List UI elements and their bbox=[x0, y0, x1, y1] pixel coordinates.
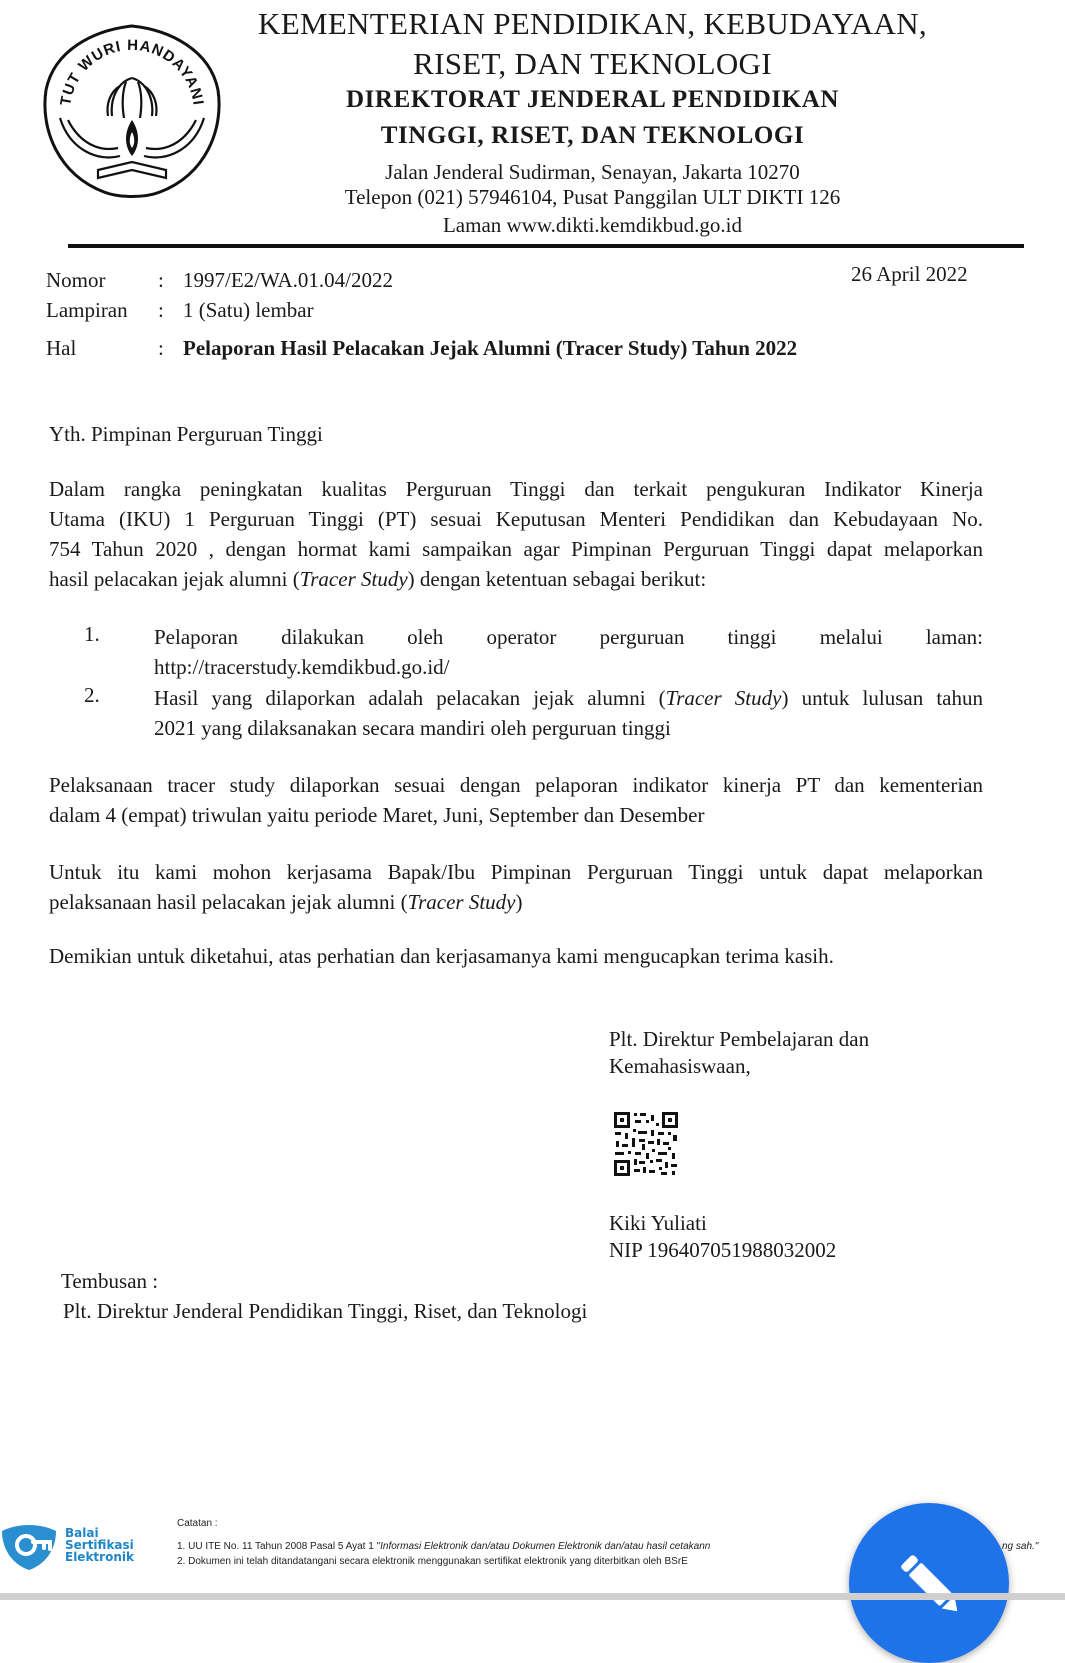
signature-qr-code bbox=[613, 1111, 679, 1177]
footer-note-italic: Informasi Elektronik dan/atau Dokumen Elektronik dan/atau hasil cetakann bbox=[380, 1541, 711, 1552]
tembusan-label: Tembusan : bbox=[61, 1269, 159, 1293]
nomor-label: Nomor bbox=[46, 268, 106, 292]
list-item-italic: Tracer Study bbox=[665, 686, 782, 710]
list-item-1 bbox=[154, 622, 983, 682]
signatory-identity bbox=[609, 1210, 836, 1264]
letterhead-divider bbox=[68, 244, 1024, 248]
footer-note-2: 2. Dokumen ini telah ditandatangani secara elektronik menggunakan sertifikat elektronik yang diterbitkan oleh BSrE bbox=[177, 1556, 688, 1567]
hal-value: Pelaporan Hasil Pelacakan Jejak Alumni (Tracer Study) Tahun 2022 bbox=[183, 336, 798, 360]
tracer-study-url[interactable]: http://tracerstudy.kemdikbud.go.id/ bbox=[154, 655, 450, 679]
ministry-name-line2: RISET, DAN TEKNOLOGI bbox=[413, 46, 772, 81]
paragraph-line: dalam 4 (empat) triwulan yaitu periode Maret, Juni, September dan Desember bbox=[49, 803, 705, 827]
list-number-1: 1. bbox=[84, 622, 100, 646]
logo-motto: TUT WURI HANDAYANI bbox=[57, 36, 207, 107]
lampiran-label: Lampiran bbox=[46, 298, 128, 322]
tembusan-item: Plt. Direktur Jenderal Pendidikan Tinggi, Riset, dan Teknologi bbox=[63, 1299, 588, 1323]
list-number-2: 2. bbox=[84, 683, 100, 707]
directorate-name-line2: TINGGI, RISET, DAN TEKNOLOGI bbox=[380, 122, 805, 149]
bottom-edge-bar bbox=[0, 1593, 1065, 1600]
signatory-name: Kiki Yuliati bbox=[609, 1211, 707, 1235]
nomor-value: 1997/E2/WA.01.04/2022 bbox=[183, 268, 393, 292]
intro-text: ) dengan ketentuan sebagai berikut: bbox=[407, 567, 707, 591]
footer-note-1 bbox=[177, 1541, 710, 1552]
hal-label: Hal bbox=[46, 336, 77, 360]
intro-paragraph bbox=[49, 474, 983, 594]
closing-sentence: Demikian untuk diketahui, atas perhatian dan kerjasamanya kami mengucapkan terima kasih. bbox=[49, 944, 834, 968]
bsre-name-line: Elektronik bbox=[65, 1550, 134, 1564]
qr-code-icon bbox=[613, 1111, 679, 1177]
paragraph-line: Pelaksanaan tracer study dilaporkan sesuai dengan pelaporan indikator kinerja PT dan kementerian bbox=[49, 773, 983, 797]
lampiran-separator: : bbox=[158, 298, 164, 322]
list-item-2 bbox=[154, 683, 983, 743]
footer-note-text: 1. UU ITE No. 11 Tahun 2008 Pasal 5 Ayat 1 " bbox=[177, 1541, 381, 1552]
bsre-name-line: Sertifikasi bbox=[65, 1538, 134, 1552]
signatory-title-line: Plt. Direktur Pembelajaran dan bbox=[609, 1027, 870, 1051]
paragraph-line bbox=[49, 887, 983, 917]
list-item-text: Hasil yang dilaporkan adalah pelacakan jejak alumni ( bbox=[154, 686, 666, 710]
letter-date: 26 April 2022 bbox=[851, 262, 968, 286]
lampiran-value: 1 (Satu) lembar bbox=[183, 298, 314, 322]
edit-fab-button[interactable] bbox=[849, 1503, 1009, 1663]
list-item-text bbox=[154, 683, 983, 713]
footer-note-italic: ng sah." bbox=[1002, 1541, 1039, 1552]
paragraph-text: pelaksanaan hasil pelacakan jejak alumni ( bbox=[49, 890, 408, 914]
intro-line bbox=[49, 564, 983, 594]
phone-line: Telepon (021) 57946104, Pusat Panggilan ULT DIKTI 126 bbox=[344, 185, 841, 209]
bsre-name bbox=[65, 1527, 134, 1563]
bsre-name-line: Balai bbox=[65, 1526, 99, 1540]
catatan-label: Catatan : bbox=[177, 1518, 218, 1529]
signatory-title bbox=[609, 1026, 869, 1080]
nomor-separator: : bbox=[158, 268, 164, 292]
request-paragraph bbox=[49, 857, 983, 917]
pencil-icon bbox=[849, 1503, 1009, 1663]
hal-separator: : bbox=[158, 336, 164, 360]
intro-line: 754 Tahun 2020 , dengan hormat kami sampaikan agar Pimpinan Perguruan Tinggi dapat melaporkan bbox=[49, 537, 983, 561]
list-item-text: 2021 yang dilaksanakan secara mandiri oleh perguruan tinggi bbox=[154, 716, 671, 740]
paragraph-italic: Tracer Study bbox=[407, 890, 516, 914]
bsre-logo bbox=[0, 1521, 60, 1571]
list-item-text: Pelaporan dilakukan oleh operator perguruan tinggi melalui laman: bbox=[154, 625, 983, 649]
intro-line: Dalam rangka peningkatan kualitas Perguruan Tinggi dan terkait pengukuran Indikator Kinerja bbox=[49, 477, 983, 501]
list-item-text: ) untuk lulusan tahun bbox=[781, 686, 983, 710]
reporting-paragraph bbox=[49, 770, 983, 830]
website-line: Laman www.dikti.kemdikbud.go.id bbox=[442, 213, 742, 237]
paragraph-line: Untuk itu kami mohon kerjasama Bapak/Ibu Pimpinan Perguruan Tinggi untuk dapat melaporkan bbox=[49, 860, 983, 884]
ministry-name-line1: KEMENTERIAN PENDIDIKAN, KEBUDAYAAN, bbox=[258, 6, 927, 41]
intro-line: Utama (IKU) 1 Perguruan Tinggi (PT) sesuai Keputusan Menteri Pendidikan dan Kebudayaan No. bbox=[49, 507, 983, 531]
directorate-name-line1: DIREKTORAT JENDERAL PENDIDIKAN bbox=[345, 86, 840, 113]
bsre-shield-icon bbox=[0, 1521, 60, 1571]
salutation: Yth. Pimpinan Perguruan Tinggi bbox=[49, 422, 323, 446]
intro-text: hasil pelacakan jejak alumni ( bbox=[49, 567, 300, 591]
intro-italic: Tracer Study bbox=[299, 567, 408, 591]
address-line: Jalan Jenderal Sudirman, Senayan, Jakarta 10270 bbox=[385, 160, 800, 184]
signatory-title-line: Kemahasiswaan, bbox=[609, 1054, 751, 1078]
signatory-nip: NIP 196407051988032002 bbox=[609, 1238, 837, 1262]
paragraph-text: ) bbox=[515, 890, 523, 914]
